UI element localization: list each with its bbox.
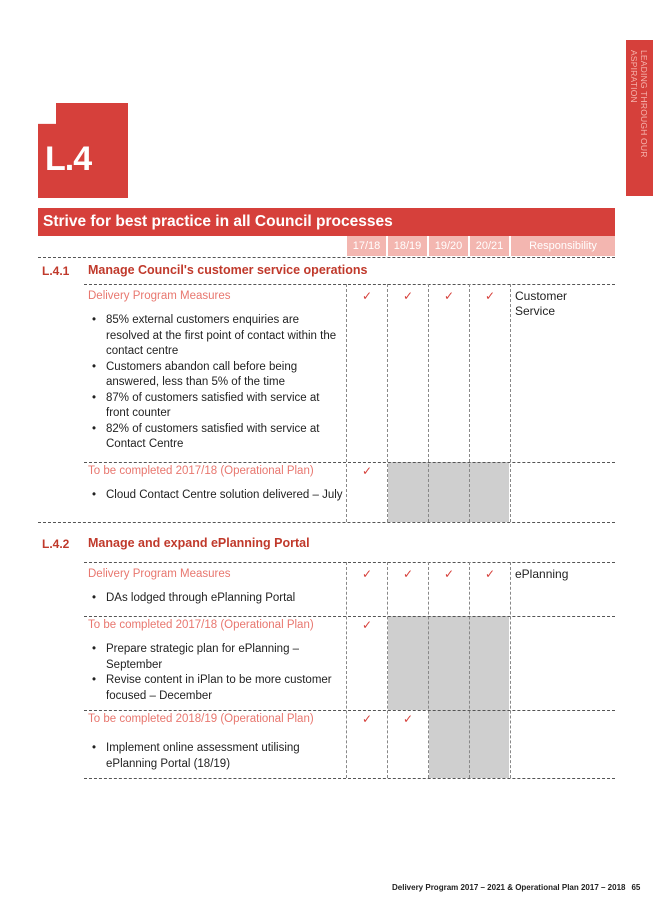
divider [38,257,615,258]
task-label: To be completed 2018/19 (Operational Plan) [88,713,314,725]
unscheduled-cell [388,616,509,710]
unscheduled-cell [388,462,509,522]
task-label: To be completed 2017/18 (Operational Plan) [88,619,314,631]
column-divider [428,562,429,778]
column-divider [469,562,470,778]
column-divider [387,562,388,778]
list-item: • Revise content in iPlan to be more customer focused – December [92,673,344,704]
side-tab-label: LEADING THROUGH OUR ASPIRATION [629,50,649,158]
tick-icon: ✓ [485,567,496,581]
task-list [92,741,344,772]
chapter-number: L.4 [45,140,92,178]
list-item: • 82% of customers satisfied with service at Contact Centre [92,422,344,453]
column-header-20-21: 20/21 [470,236,509,256]
divider [84,778,615,779]
column-divider [346,562,347,778]
tick-icon: ✓ [444,289,455,303]
objective-title: Strive for best practice in all Council processes [43,213,393,230]
column-divider [428,284,429,522]
list-item: • Cloud Contact Centre solution delivered – July [92,488,344,504]
list-item: • 85% external customers enquiries are resolved at the first point of contact within the contact centre [92,313,344,360]
column-header-17-18: 17/18 [347,236,386,256]
list-item: • Prepare strategic plan for ePlanning – September [92,642,344,673]
objective-banner [38,208,615,236]
tick-icon: ✓ [403,567,414,581]
divider [84,616,615,617]
tick-icon: ✓ [362,712,373,726]
page-footer [392,883,640,892]
page-number: 65 [631,883,641,892]
tick-icon: ✓ [362,618,373,632]
section-title: Manage and expand ePlanning Portal [88,536,310,550]
tick-icon: ✓ [362,464,373,478]
divider [84,710,615,711]
column-header-responsibility: Responsibility [511,236,615,256]
list-item: • Customers abandon call before being answered, less than 5% of the time [92,360,344,391]
tick-icon: ✓ [403,289,414,303]
list-item: • DAs lodged through ePlanning Portal [92,591,344,607]
column-header-18-19: 18/19 [388,236,427,256]
responsibility: Customer Service [515,289,568,318]
measures-label: Delivery Program Measures [88,290,231,302]
column-divider [469,284,470,522]
divider [38,522,615,523]
section-title: Manage Council's customer service operations [88,263,368,277]
column-header-19-20: 19/20 [429,236,468,256]
column-divider [346,284,347,522]
task-label: To be completed 2017/18 (Operational Plan) [88,465,314,477]
divider [84,284,615,285]
tick-icon: ✓ [403,712,414,726]
measures-list [92,591,344,607]
column-divider [510,562,511,778]
tick-icon: ✓ [485,289,496,303]
tick-icon: ✓ [362,289,373,303]
column-divider [510,284,511,522]
section-id: L.4.1 [42,264,70,278]
column-divider [387,284,388,522]
tick-icon: ✓ [444,567,455,581]
measures-label: Delivery Program Measures [88,568,231,580]
responsibility: ePlanning [515,567,569,581]
task-list [92,488,344,504]
section-id: L.4.2 [42,537,70,551]
task-list [92,642,344,704]
divider [84,562,615,563]
measures-list [92,313,344,453]
list-item: • Implement online assessment utilising ePlanning Portal (18/19) [92,741,344,772]
side-tab[interactable] [626,40,653,196]
footer-title: Delivery Program 2017 – 2021 & Operational Plan 2017 – 2018 [392,883,626,892]
tick-icon: ✓ [362,567,373,581]
divider [84,462,615,463]
list-item: • 87% of customers satisfied with service at front counter [92,391,344,422]
